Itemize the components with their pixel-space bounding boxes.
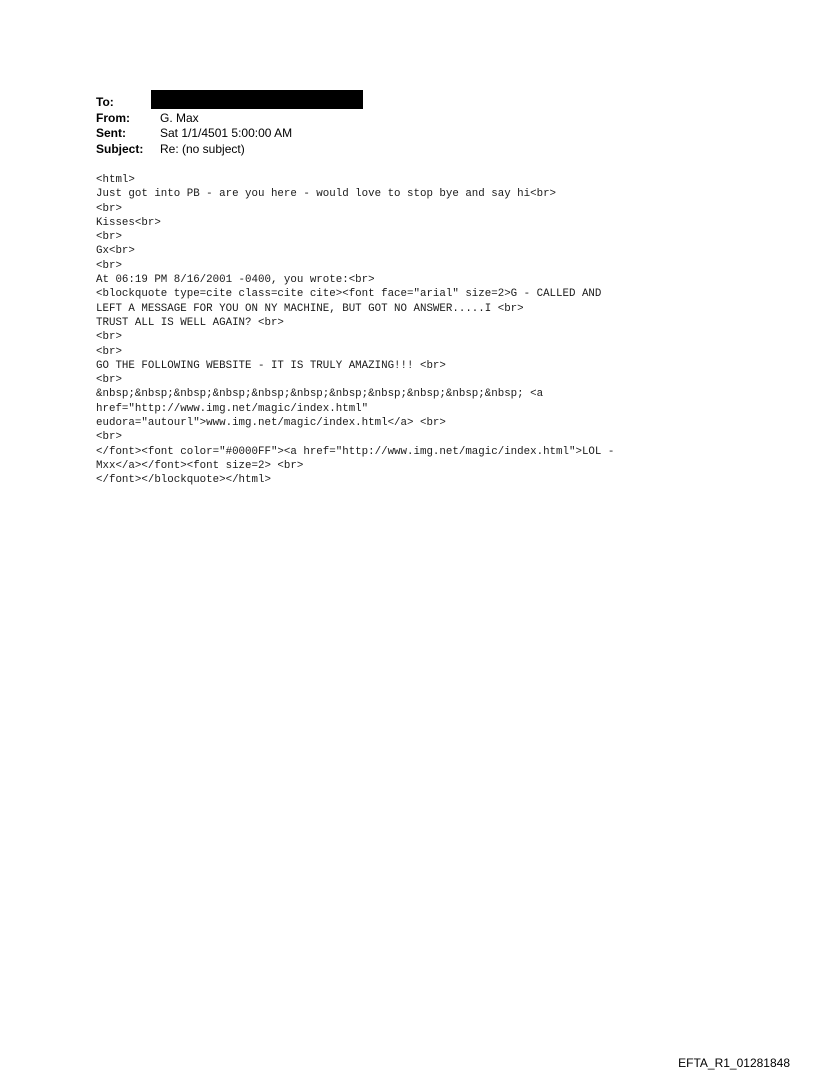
subject-label: Subject: [96,141,144,156]
from-label: From: [96,110,130,125]
body-line: At 06:19 PM 8/16/2001 -0400, you wrote:<br> [96,274,375,287]
subject-row [96,142,363,158]
body-line: </font></blockquote></html> [96,474,271,487]
body-line: eudora="autourl">www.img.net/magic/index.html</a> <br> [96,417,446,430]
body-line: LEFT A MESSAGE FOR YOU ON NY MACHINE, BUT GOT NO ANSWER.....I <br> [96,302,524,315]
body-line: GO THE FOLLOWING WEBSITE - IT IS TRULY AMAZING!!! <br> [96,359,446,372]
body-line: TRUST ALL IS WELL AGAIN? <br> [96,316,284,329]
body-line: Kisses<br> [96,216,161,229]
sent-value: Sat 1/1/4501 5:00:00 AM [160,126,293,140]
subject-value: Re: (no subject) [160,141,245,156]
from-value: G. Max [160,110,199,125]
sent-label: Sent: [96,126,126,140]
body-line: <br> [96,345,122,358]
body-line: <br> [96,231,122,244]
body-line: <br> [96,331,122,344]
to-label: To: [96,95,114,109]
from-row [96,111,363,127]
body-line: Just got into PB - are you here - would love to stop bye and say hi<br> [96,188,557,201]
document-id: EFTA_R1_01281848 [678,1056,790,1070]
to-row [96,95,363,111]
body-line: href="http://www.img.net/magic/index.html" [96,402,369,415]
body-line: <html> [96,174,135,186]
body-line: <br> [96,259,122,272]
redacted-recipient [151,90,363,109]
body-line: &nbsp;&nbsp;&nbsp;&nbsp;&nbsp;&nbsp;&nbsp;&nbsp;&nbsp;&nbsp;&nbsp; <a [96,388,544,401]
body-line: </font><font color="#0000FF"><a href="http://www.img.net/magic/index.html">LOL - [96,445,615,458]
email-body [96,173,614,488]
body-line: <br> [96,374,122,387]
sent-row [96,126,363,142]
body-line: <blockquote type=cite class=cite cite><font face="arial" size=2>G - CALLED AND [96,288,602,301]
email-header [96,95,363,157]
body-line: Gx<br> [96,245,135,258]
body-line: <br> [96,202,122,215]
body-line: <br> [96,431,122,444]
body-line: Mxx</a></font><font size=2> <br> [96,459,304,472]
